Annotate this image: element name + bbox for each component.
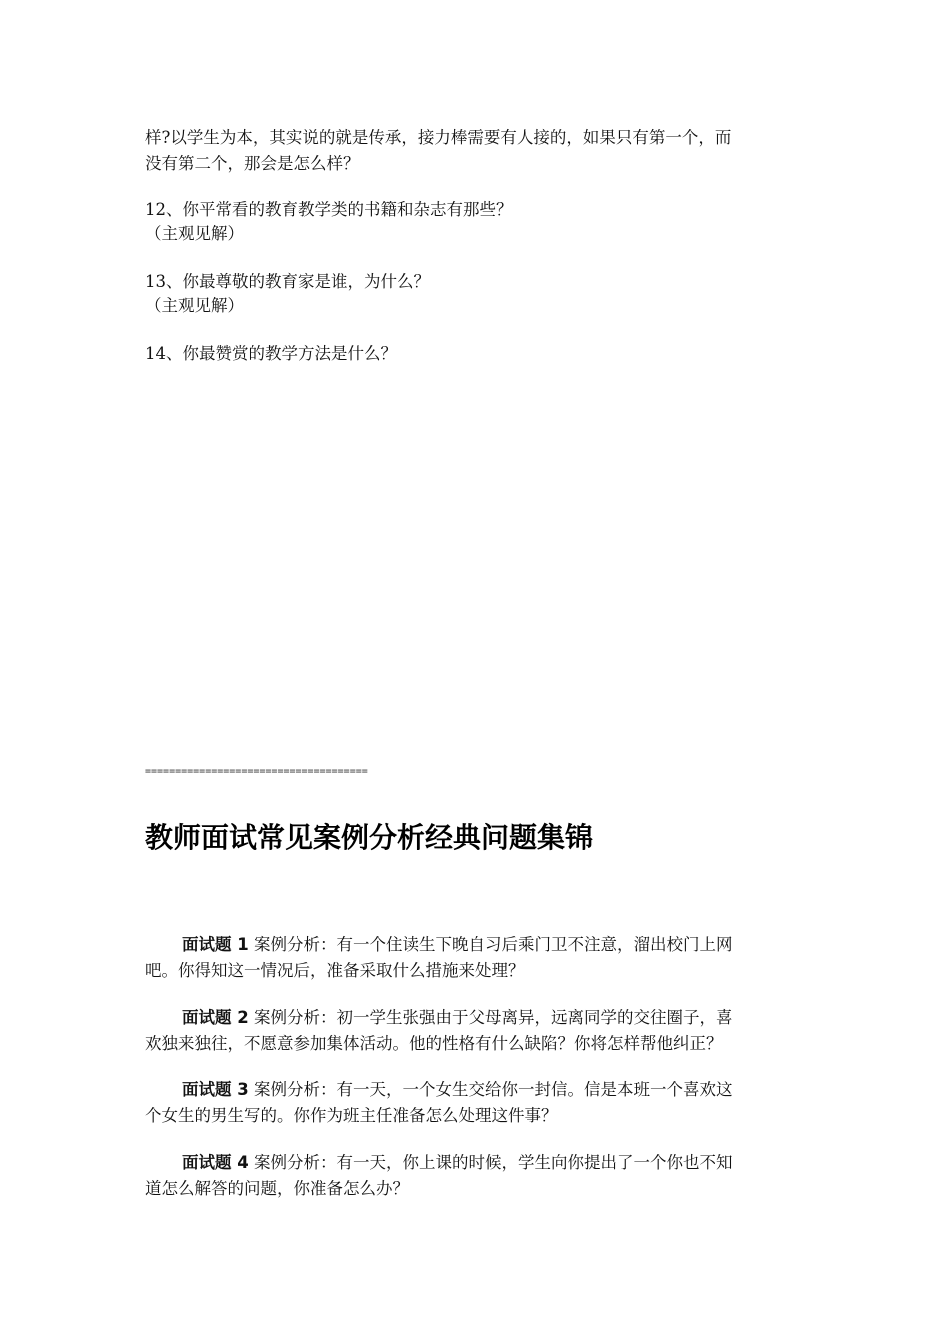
paragraph-line: 样?以学生为本，其实说的就是传承，接力棒需要有人接的，如果只有第一个，而 (145, 128, 732, 147)
section-divider: ===================================== (145, 766, 368, 777)
question-label: 面试题 1 (182, 935, 249, 954)
question-text: 案例分析：有一个住读生下晚自习后乘门卫不注意，溜出校门上网 (248, 935, 733, 954)
question-text: 个女生的男生写的。你作为班主任准备怎么处理这件事？ (145, 1106, 558, 1125)
question-13: 13、你最尊敬的教育家是谁，为什么？ (145, 272, 430, 291)
question-12: 12、你平常看的教育教学类的书籍和杂志有那些？ (145, 200, 513, 219)
question-text: 案例分析：初一学生张强由于父母离异，远离同学的交往圈子，喜 (248, 1008, 733, 1027)
question-label: 面试题 4 (182, 1153, 249, 1172)
answer-13: （主观见解） (145, 296, 244, 315)
question-14: 14、你最赞赏的教学方法是什么？ (145, 344, 397, 363)
question-label: 面试题 3 (182, 1080, 249, 1099)
interview-question-1 (145, 932, 810, 984)
question-label: 面试题 2 (182, 1008, 249, 1027)
question-text: 道怎么解答的问题，你准备怎么办？ (145, 1179, 409, 1198)
interview-question-3 (145, 1077, 810, 1129)
question-text: 案例分析：有一天，你上课的时候，学生向你提出了一个你也不知 (248, 1153, 733, 1172)
paragraph-line: 没有第二个，那会是怎么样？ (145, 154, 360, 173)
question-text: 欢独来独往，不愿意参加集体活动。他的性格有什么缺陷？你将怎样帮他纠正？ (145, 1034, 723, 1053)
interview-question-4 (145, 1150, 810, 1202)
section-title: 教师面试常见案例分析经典问题集锦 (145, 821, 594, 854)
question-text: 案例分析：有一天，一个女生交给你一封信。信是本班一个喜欢这 (248, 1080, 733, 1099)
answer-12: （主观见解） (145, 224, 244, 243)
question-text: 吧。你得知这一情况后，准备采取什么措施来处理？ (145, 961, 525, 980)
interview-question-2 (145, 1005, 810, 1057)
